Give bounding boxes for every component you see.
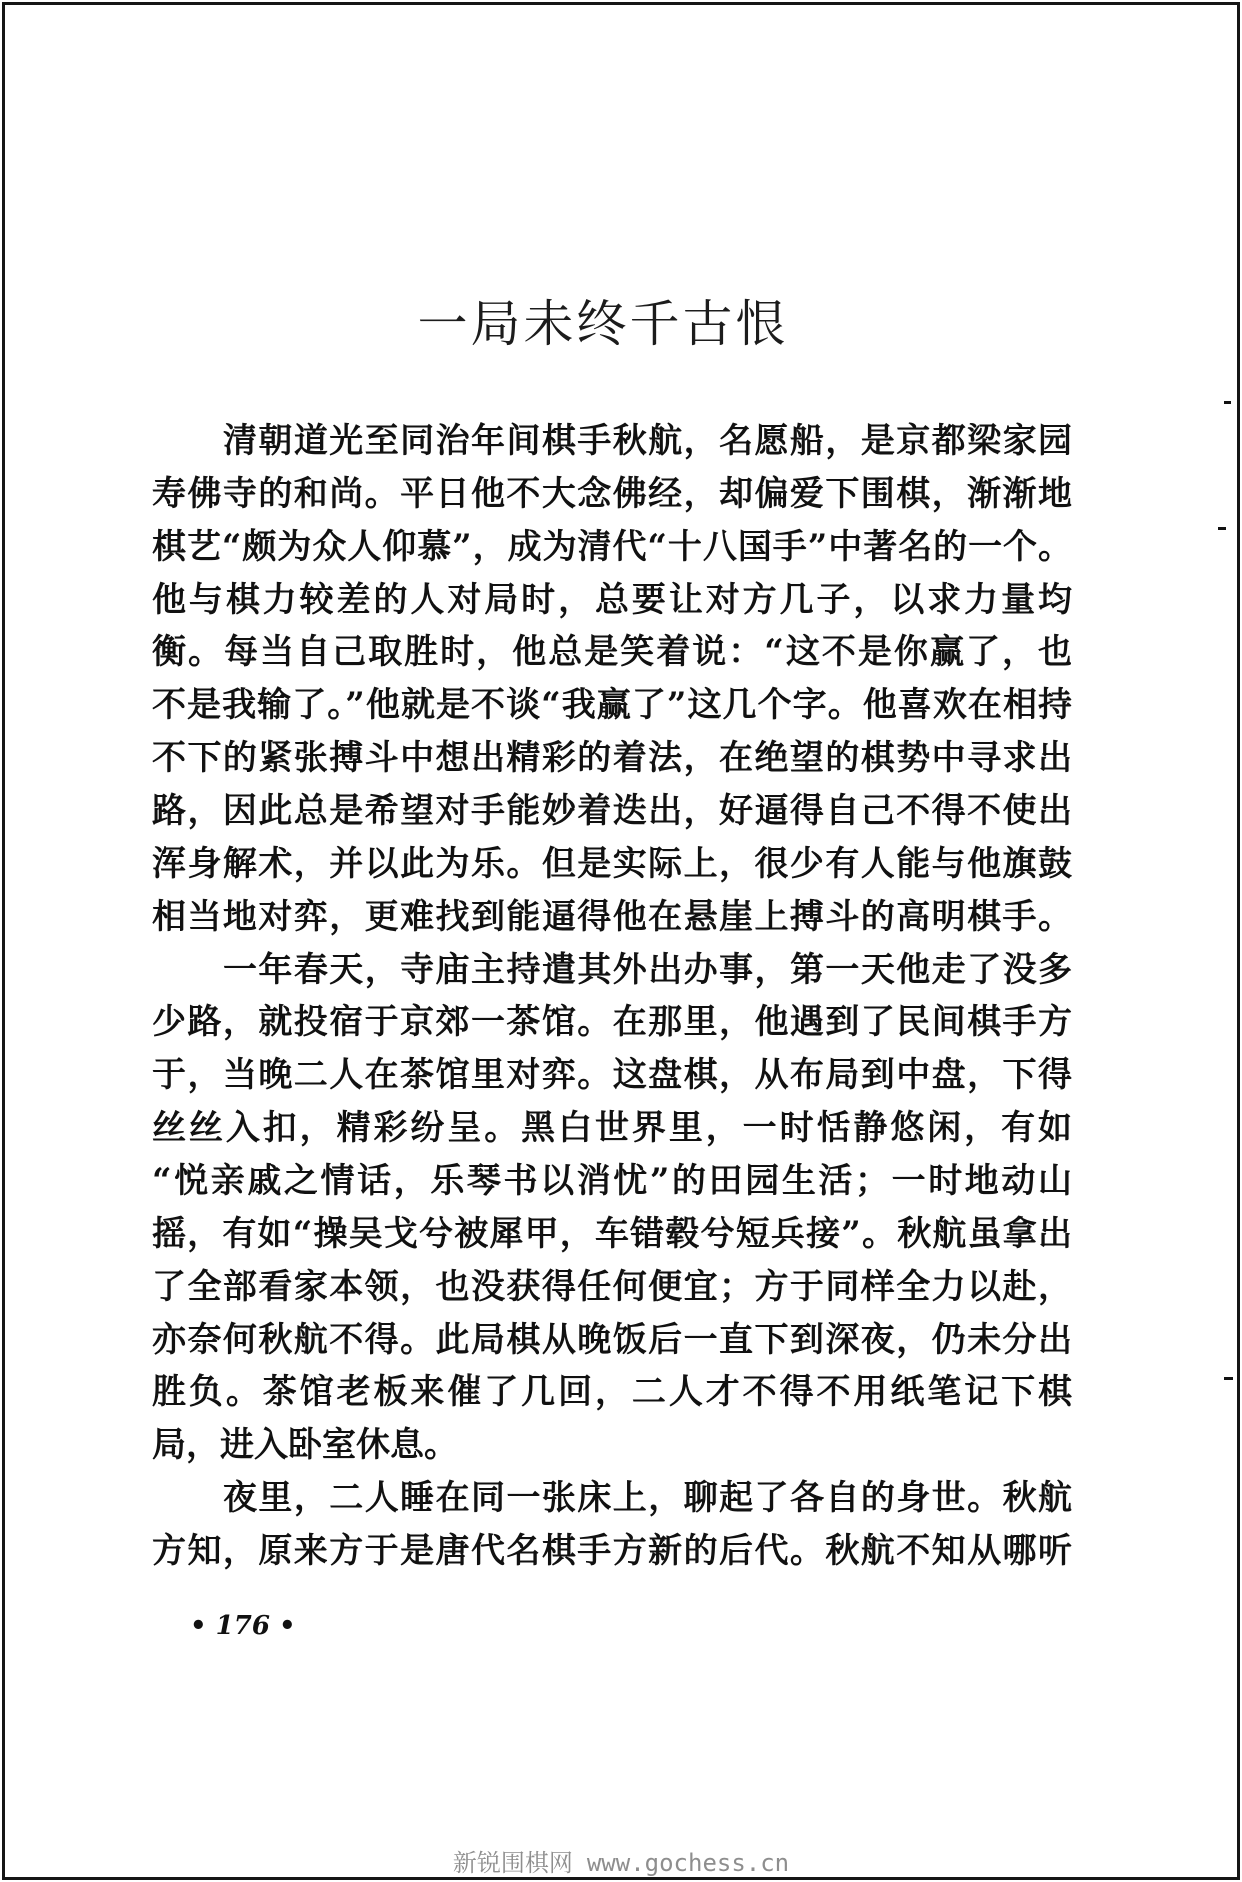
body-text (152, 415, 1072, 1578)
text-line: 寿佛寺的和尚。平日他不大念佛经，却偏爱下围棋，渐渐地 (152, 473, 1072, 514)
text-line: 亦奈何秋航不得。此局棋从晚饭后一直下到深夜，仍未分出 (152, 1319, 1072, 1360)
watermark (0, 1851, 1242, 1876)
text-line: 不下的紧张搏斗中想出精彩的着法，在绝望的棋势中寻求出 (152, 738, 1072, 779)
text-line: 胜负。茶馆老板来催了几回，二人才不得不用纸笔记下棋 (152, 1372, 1072, 1413)
text-line: 局，进入卧室休息。 (152, 1425, 458, 1466)
chapter-title: 一局未终千古恨 (417, 295, 789, 353)
text-line: 路，因此总是希望对手能妙着迭出，好逼得自己不得不使出 (152, 791, 1072, 832)
text-line: 相当地对弈，更难找到能逼得他在悬崖上搏斗的高明棋手。 (152, 896, 1072, 937)
text-line: “悦亲戚之情话，乐琴书以消忧”的田园生活；一时地动山 (152, 1161, 1072, 1202)
text-line: 摇，有如“操吴戈兮被犀甲，车错毂兮短兵接”。秋航虽拿出 (152, 1213, 1072, 1254)
text-line: 他与棋力较差的人对局时，总要让对方几子，以求力量均 (152, 579, 1072, 620)
text-line: 棋艺“颇为众人仰慕”，成为清代“十八国手”中著名的一个。 (152, 526, 1072, 567)
text-line: 丝丝入扣，精彩纷呈。黑白世界里，一时恬静悠闲，有如 (152, 1108, 1072, 1149)
scan-mark (1224, 1377, 1233, 1380)
paragraph (152, 415, 1072, 944)
text-line: 不是我输了。”他就是不谈“我赢了”这几个字。他喜欢在相持 (152, 685, 1072, 726)
paragraph (152, 944, 1072, 1473)
text-line: 了全部看家本领，也没获得任何便宜；方于同样全力以赴， (152, 1266, 1072, 1307)
text-line: 夜里，二人睡在同一张床上，聊起了各自的身世。秋航 (223, 1478, 1072, 1519)
watermark-url: www.gochess.cn (586, 1849, 790, 1877)
scan-mark (1224, 401, 1231, 404)
watermark-site-name: 新锐围棋网 (452, 1849, 573, 1877)
text-line: 于，当晚二人在茶馆里对弈。这盘棋，从布局到中盘，下得 (152, 1055, 1072, 1096)
paragraph (152, 1472, 1072, 1578)
text-line: 清朝道光至同治年间棋手秋航，名愿船，是京都梁家园 (223, 421, 1072, 461)
page-number: • 176 • (190, 1611, 296, 1641)
scan-mark (1218, 527, 1226, 530)
text-line: 少路，就投宿于京郊一茶馆。在那里，他遇到了民间棋手方 (152, 1002, 1072, 1043)
text-line: 方知，原来方于是唐代名棋手方新的后代。秋航不知从哪听 (152, 1531, 1072, 1572)
text-line: 浑身解术，并以此为乐。但是实际上，很少有人能与他旗鼓 (152, 843, 1072, 884)
text-line: 一年春天，寺庙主持遣其外出办事，第一天他走了没多 (223, 949, 1072, 990)
text-line: 衡。每当自己取胜时，他总是笑着说：“这不是你赢了，也 (152, 632, 1072, 673)
